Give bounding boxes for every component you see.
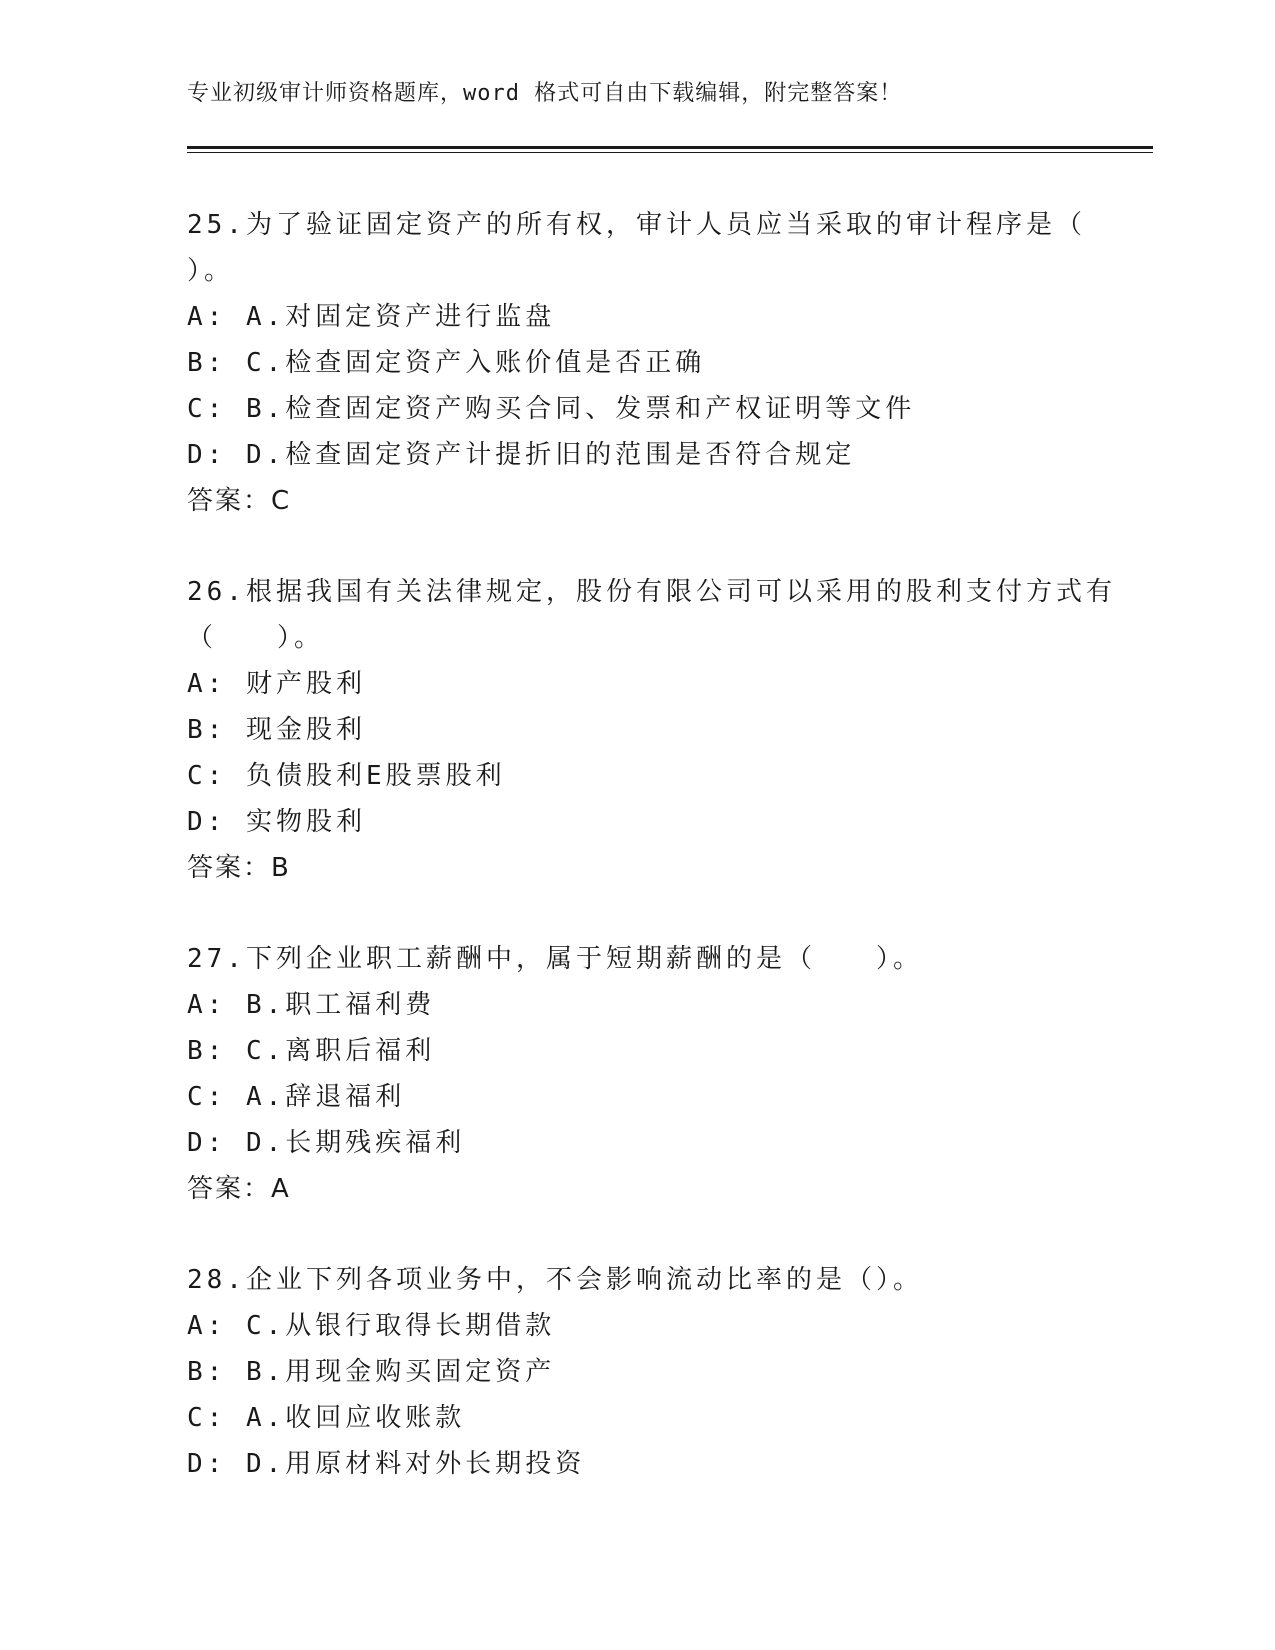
question-27 [187, 936, 1087, 1212]
option-b: B: C.检查固定资产入账价值是否正确 [187, 348, 706, 378]
question-stem [187, 202, 1087, 294]
question-stem [187, 569, 1116, 661]
question-stem-line: 26.根据我国有关法律规定，股份有限公司可以采用的股利支付方式有 [187, 577, 1116, 607]
option-b: B: B.用现金购买固定资产 [187, 1357, 556, 1387]
question-stem-line: ）。 [187, 256, 235, 286]
question-stem [187, 1257, 1087, 1303]
question-stem-line: （ ）。 [187, 623, 325, 653]
option-c: C: A.收回应收账款 [187, 1403, 466, 1433]
question-25 [187, 202, 1087, 524]
question-stem-line: 27.下列企业职工薪酬中，属于短期薪酬的是（ ）。 [187, 944, 923, 974]
option-a: A: 财产股利 [187, 669, 366, 699]
option-d: D: D.长期残疾福利 [187, 1128, 466, 1158]
option-d: D: 实物股利 [187, 807, 366, 837]
option-b: B: 现金股利 [187, 715, 366, 745]
question-28 [187, 1257, 1087, 1487]
option-d: D: D.检查固定资产计提折旧的范围是否符合规定 [187, 440, 856, 470]
option-a: A: B.职工福利费 [187, 990, 436, 1020]
question-26 [187, 569, 1116, 891]
page-header: 专业初级审计师资格题库，word 格式可自由下载编辑，附完整答案！ [187, 81, 903, 106]
option-d: D: D.用原材料对外长期投资 [187, 1449, 586, 1479]
option-a: A: C.从银行取得长期借款 [187, 1311, 556, 1341]
option-c: C: 负债股利E股票股利 [187, 761, 506, 791]
question-stem-line: 28.企业下列各项业务中，不会影响流动比率的是（）。 [187, 1265, 923, 1295]
answer: 答案：B [187, 853, 291, 883]
answer: 答案：C [187, 486, 292, 516]
question-list [187, 202, 1116, 1532]
header-rule-thin [187, 152, 1153, 153]
option-c: C: B.检查固定资产购买合同、发票和产权证明等文件 [187, 394, 916, 424]
question-stem-line: 25.为了验证固定资产的所有权，审计人员应当采取的审计程序是（ [187, 210, 1086, 240]
option-a: A: A.对固定资产进行监盘 [187, 302, 556, 332]
header-rule-thick [187, 146, 1153, 149]
option-c: C: A.辞退福利 [187, 1082, 406, 1112]
option-b: B: C.离职后福利 [187, 1036, 436, 1066]
question-stem [187, 936, 1087, 982]
answer: 答案：A [187, 1174, 291, 1204]
